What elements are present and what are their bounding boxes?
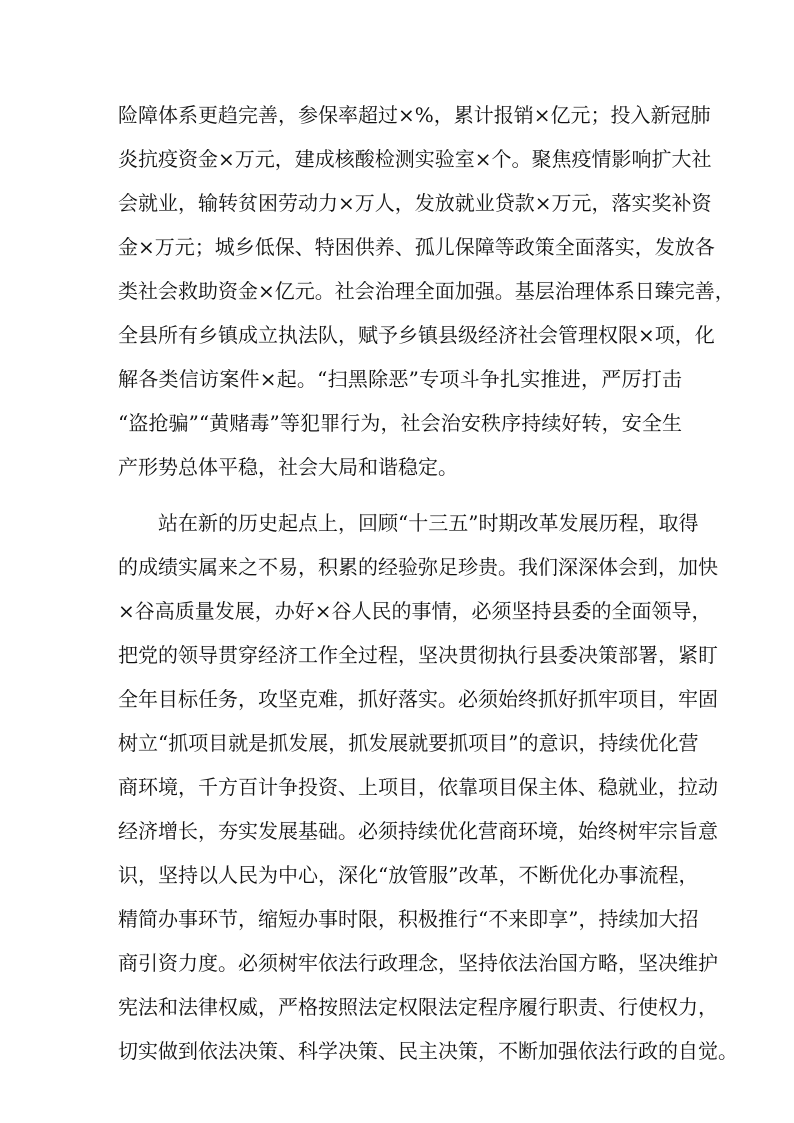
text-line: 全年目标任务，攻坚克难，抓好落实。必须始终抓好抓牢项目，牢固 — [118, 687, 718, 711]
text-line: 类社会救助资金×亿元。社会治理全面加强。基层治理体系日臻完善， — [118, 279, 735, 303]
text-line: 全县所有乡镇成立执法队，赋予乡镇县级经济社会管理权限×项，化 — [118, 323, 715, 347]
text-line: 解各类信访案件×起。“扫黑除恶”专项斗争扎实推进，严厉打击 — [118, 367, 682, 391]
text-line: 会就业，输转贫困劳动力×万人，发放就业贷款×万元，落实奖补资 — [118, 191, 712, 215]
text-line: 产形势总体平稳，社会大局和谐稳定。 — [118, 455, 458, 479]
text-line: 精简办事环节，缩短办事时限，积极推行“不来即享”，持续加大招 — [118, 907, 699, 931]
text-line: 切实做到依法决策、科学决策、民主决策，不断加强依法行政的自觉。 — [118, 1039, 738, 1063]
text-line: 宪法和法律权威，严格按照法定权限法定程序履行职责、行使权力， — [118, 995, 718, 1019]
text-line: 险障体系更趋完善，参保率超过×%，累计报销×亿元；投入新冠肺 — [118, 103, 711, 127]
text-line: 经济增长，夯实发展基础。必须持续优化营商环境，始终树牢宗旨意 — [118, 819, 718, 843]
text-line: 把党的领导贯穿经济工作全过程，坚决贯彻执行县委决策部署，紧盯 — [118, 643, 718, 667]
text-line: 的成绩实属来之不易，积累的经验弥足珍贵。我们深深体会到，加快 — [118, 555, 718, 579]
text-line: 金×万元；城乡低保、特困供养、孤儿保障等政策全面落实，发放各 — [118, 235, 715, 259]
text-line: 商引资力度。必须树牢依法行政理念，坚持依法治国方略，坚决维护 — [118, 951, 718, 975]
text-line: ×谷高质量发展，办好×谷人民的事情，必须坚持县委的全面领导， — [118, 599, 712, 623]
text-line: 炎抗疫资金×万元，建成核酸检测实验室×个。聚焦疫情影响扩大社 — [118, 147, 712, 171]
text-line: 识，坚持以人民为中心，深化“放管服”改革，不断优化办事流程， — [118, 863, 699, 887]
text-line: 树立“抓项目就是抓发展，抓发展就要抓项目”的意识，持续优化营 — [118, 731, 699, 755]
text-line: 商环境，千方百计争投资、上项目，依靠项目保主体、稳就业，拉动 — [118, 775, 718, 799]
text-line: 站在新的历史起点上，回顾“十三五”时期改革发展历程，取得 — [158, 511, 699, 535]
text-line: “盗抢骗”“黄赌毒”等犯罪行为，社会治安秩序持续好转，安全生 — [118, 411, 682, 435]
